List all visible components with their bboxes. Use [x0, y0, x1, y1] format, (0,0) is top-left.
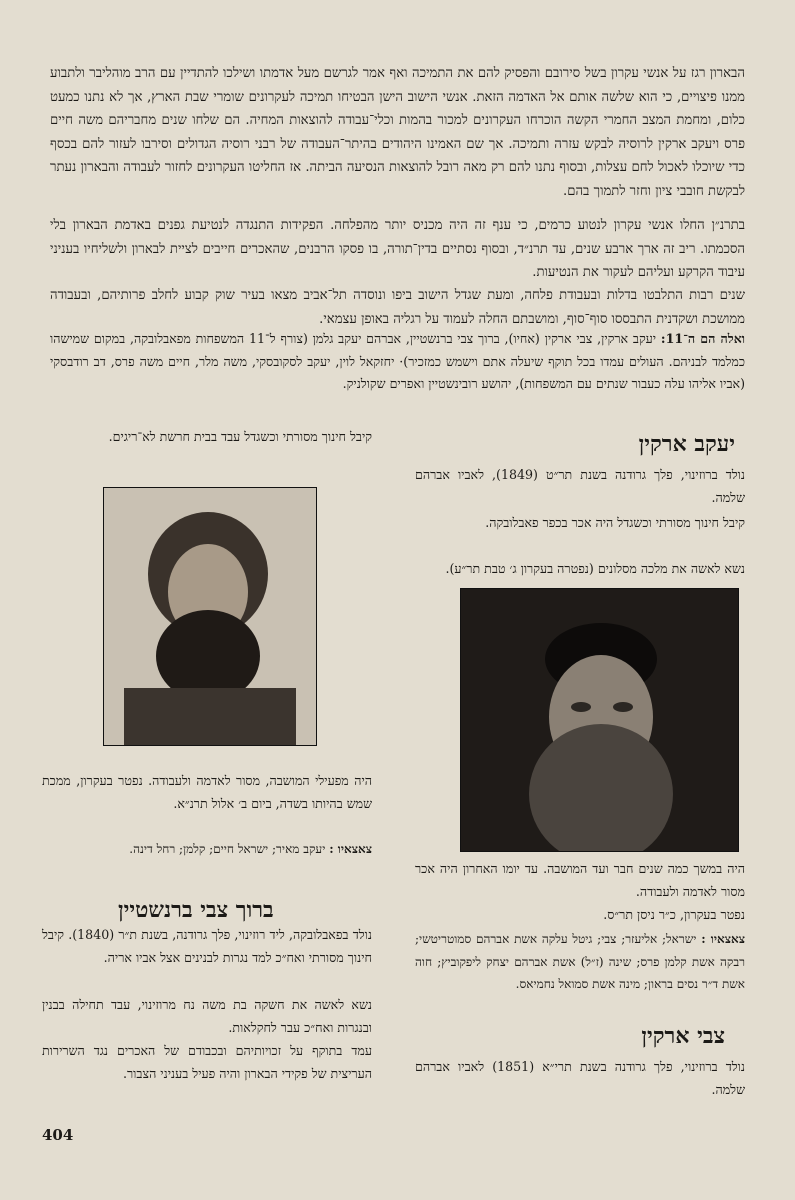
tzvi-descendants [42, 838, 372, 861]
yaakov-arkin-heading: יעקב ארקין [638, 431, 735, 457]
page-number: 404 [42, 1126, 74, 1144]
yaakov-bio: היה במשך כמה שנים חבר ועד המושבה. עד יומו האחרון היה אכר מסור לאדמה ולעבודה. [415, 861, 745, 899]
baruch-born: נולד בפאבלובקה, ליד רוזינוי, פלך גרודנה, בשנת ת״ר (1840). קיבל חינוך מסורתי ואח״כ למד נגרות לבנינים אצל אביו אריה. [42, 927, 372, 965]
yaakov-descendants [415, 928, 745, 996]
yaakov-married: נשא לאשה את מלכה מסלונים (נפטרה בעקרון ג׳ טבת תר״ע). [445, 561, 745, 576]
descendants-list: יעקב מאיר; ישראל חיים; קלמן; רחל דינה. [129, 842, 326, 856]
descendants-list: ישראל; אליעזר; צבי; גיטל עלקה אשת אברהם סמוטריטשי; רבקה אשת קלמן פרס; שינה (ז״ל) אשת אברהם יצחק ליפקוביץ; חוה אשת ד״ר נסים בראון; מינה אשת סמואל נחמיאס. [415, 932, 745, 992]
yaakov-born: נולד ברוזינוי, פלך גרודנה בשנת תר״ט (1849), לאביו אברהם שלמה. [415, 467, 745, 505]
intro-paragraph-4 [50, 328, 745, 396]
tzvi-arkin-heading: צבי ארקין [641, 1023, 725, 1049]
founders-lead: ואלה הם ה־11: [660, 331, 746, 346]
portrait-old-man-icon [461, 589, 738, 851]
yaakov-arkin-photo [460, 588, 739, 852]
baruch-married: נשא לאשה את חשקה בת משה נח מרוזינוי, עבד תחילה בבנין ובנגרות ואח״כ עבר לחקלאות. [42, 997, 372, 1035]
intro-paragraph-1: הבארון רגז על אנשי עקרון בשל סירובם והפסיק להם את התמיכה ואף אמר לגרשם מעל אדמתו ושילכו להתדיין עם הרב מוהליבר ולתבוע ממנו פיצויים, כי הוא שלשה אותם אל האדמה הזאת. אנשי הישוב הישן הבטיחו תמיכה לעקרונים שומרי שבת הארץ, אך לא נתנו כמעט כלום, ומחמת המצב החמרי הקשה הוכרחו העקרונים למכור בהמות וכלי־עבודה להוצאות המחיה. הם שלחו שנים מחבריהם משה חיים פרס ויעקב ארקין לרוסיה לבקש עזרה ותמיכה. אך שם האמינו היהודים בהיתר־העבודה של רבני רוסיה הגדולים וסירבו לעזור להם בכסף כדי שיוכלו לאכול לחם עצלות, ובסוף נתנו להם רק מאה רובל להוצאות הנסיעה הביתה. אז החליטו העקרונים לחזור לעבודה והבארון נעתר לבקשת חובבי ציון וחזר לתמוך בהם. [50, 66, 745, 199]
descendants-label: צאצאיו : [701, 932, 745, 946]
tzvi-education: קיבל חינוך מסורתי וכשגדל עבד בבית חרשת לא־ריגים. [108, 429, 372, 444]
intro-paragraph-3: שנים רבות התלבטו בדלות ובעבודת פלחה, ומעת שגדל הישוב ביפו ונוסדה תל־אביב מצאו בעיר שוק קבוע לחלב פרותיהם, ובעבודה ממושכת ושקדנית התבססו סוף־סוף, ומושבתם החלה לעמוד על רגליה באופן עצמאי. [50, 288, 745, 327]
baruch-bernstein-heading: ברוך צבי ברנשטיין [118, 897, 274, 923]
baruch-bio: עמד בתוקף על זכויותיהם ובכבודם של האכרים נגד השרירות העריצית של פקידי הבארון והיה פעיל בעניני הצבור. [42, 1043, 372, 1081]
descendants-label: צאצאיו : [329, 842, 372, 856]
yaakov-education: קיבל חינוך מסורתי וכשגדל היה אכר בכפר פאבלובקה. [485, 515, 745, 530]
yaakov-death: נפטר בעקרון, כ״ר ניסן תר״ס. [603, 907, 745, 922]
tzvi-arkin-photo [103, 487, 317, 746]
tzvi-bio: היה מפעילי המושבה, מסור לאדמה ולעבודה. נפטר בעקרון, ממכת שמש בהיותו בשדה, ביום ב׳ אלול תרנ״א. [42, 773, 372, 811]
intro-paragraph-2: בתרנ״ן החלו אנשי עקרון לנטוע כרמים, כי ענף זה היה מכניס יותר מהפלחה. הפקידות התנגדה לנטיעת גפנים באדמת הבארון בלי הסכמתו. ריב זה ארך ארבע שנים, עד תרנ״ד, ובסוף נסתיים בדין־תורה, בו פסקו הרבנים, שהאכרים חייבים לציית לבארון ולשליחיו בעניני עיבוד הקרקע ועליהם לעקור את הנטיעות. [50, 218, 745, 281]
portrait-bearded-man-icon [104, 488, 316, 745]
tzvi-born: נולד ברוזינוי, פלך גרודנה בשנת תרי״א (1851) לאביו אברהם שלמה. [415, 1059, 745, 1097]
founders-list: יעקב ארקין, צבי ארקין (אחיו), ברוך צבי ברנשטיין, אברהם יעקב גלמן (צורף ל־11 המשפחות מפאבלובקה, במקום שמישהו כמלמד לבניהם. העולים עמדו בכל תוקף שיעלה אתם וישמש כמזכיר)· יחזקאל לוין, יעקב לסקובסקי, משה מלר, חיים משה פרס, דב רודבסקי (אביו אליהו עלה כעבור שנתים עם המשפחות), יהושע רובינשטיין ואפרים שקולניק. [50, 331, 745, 392]
